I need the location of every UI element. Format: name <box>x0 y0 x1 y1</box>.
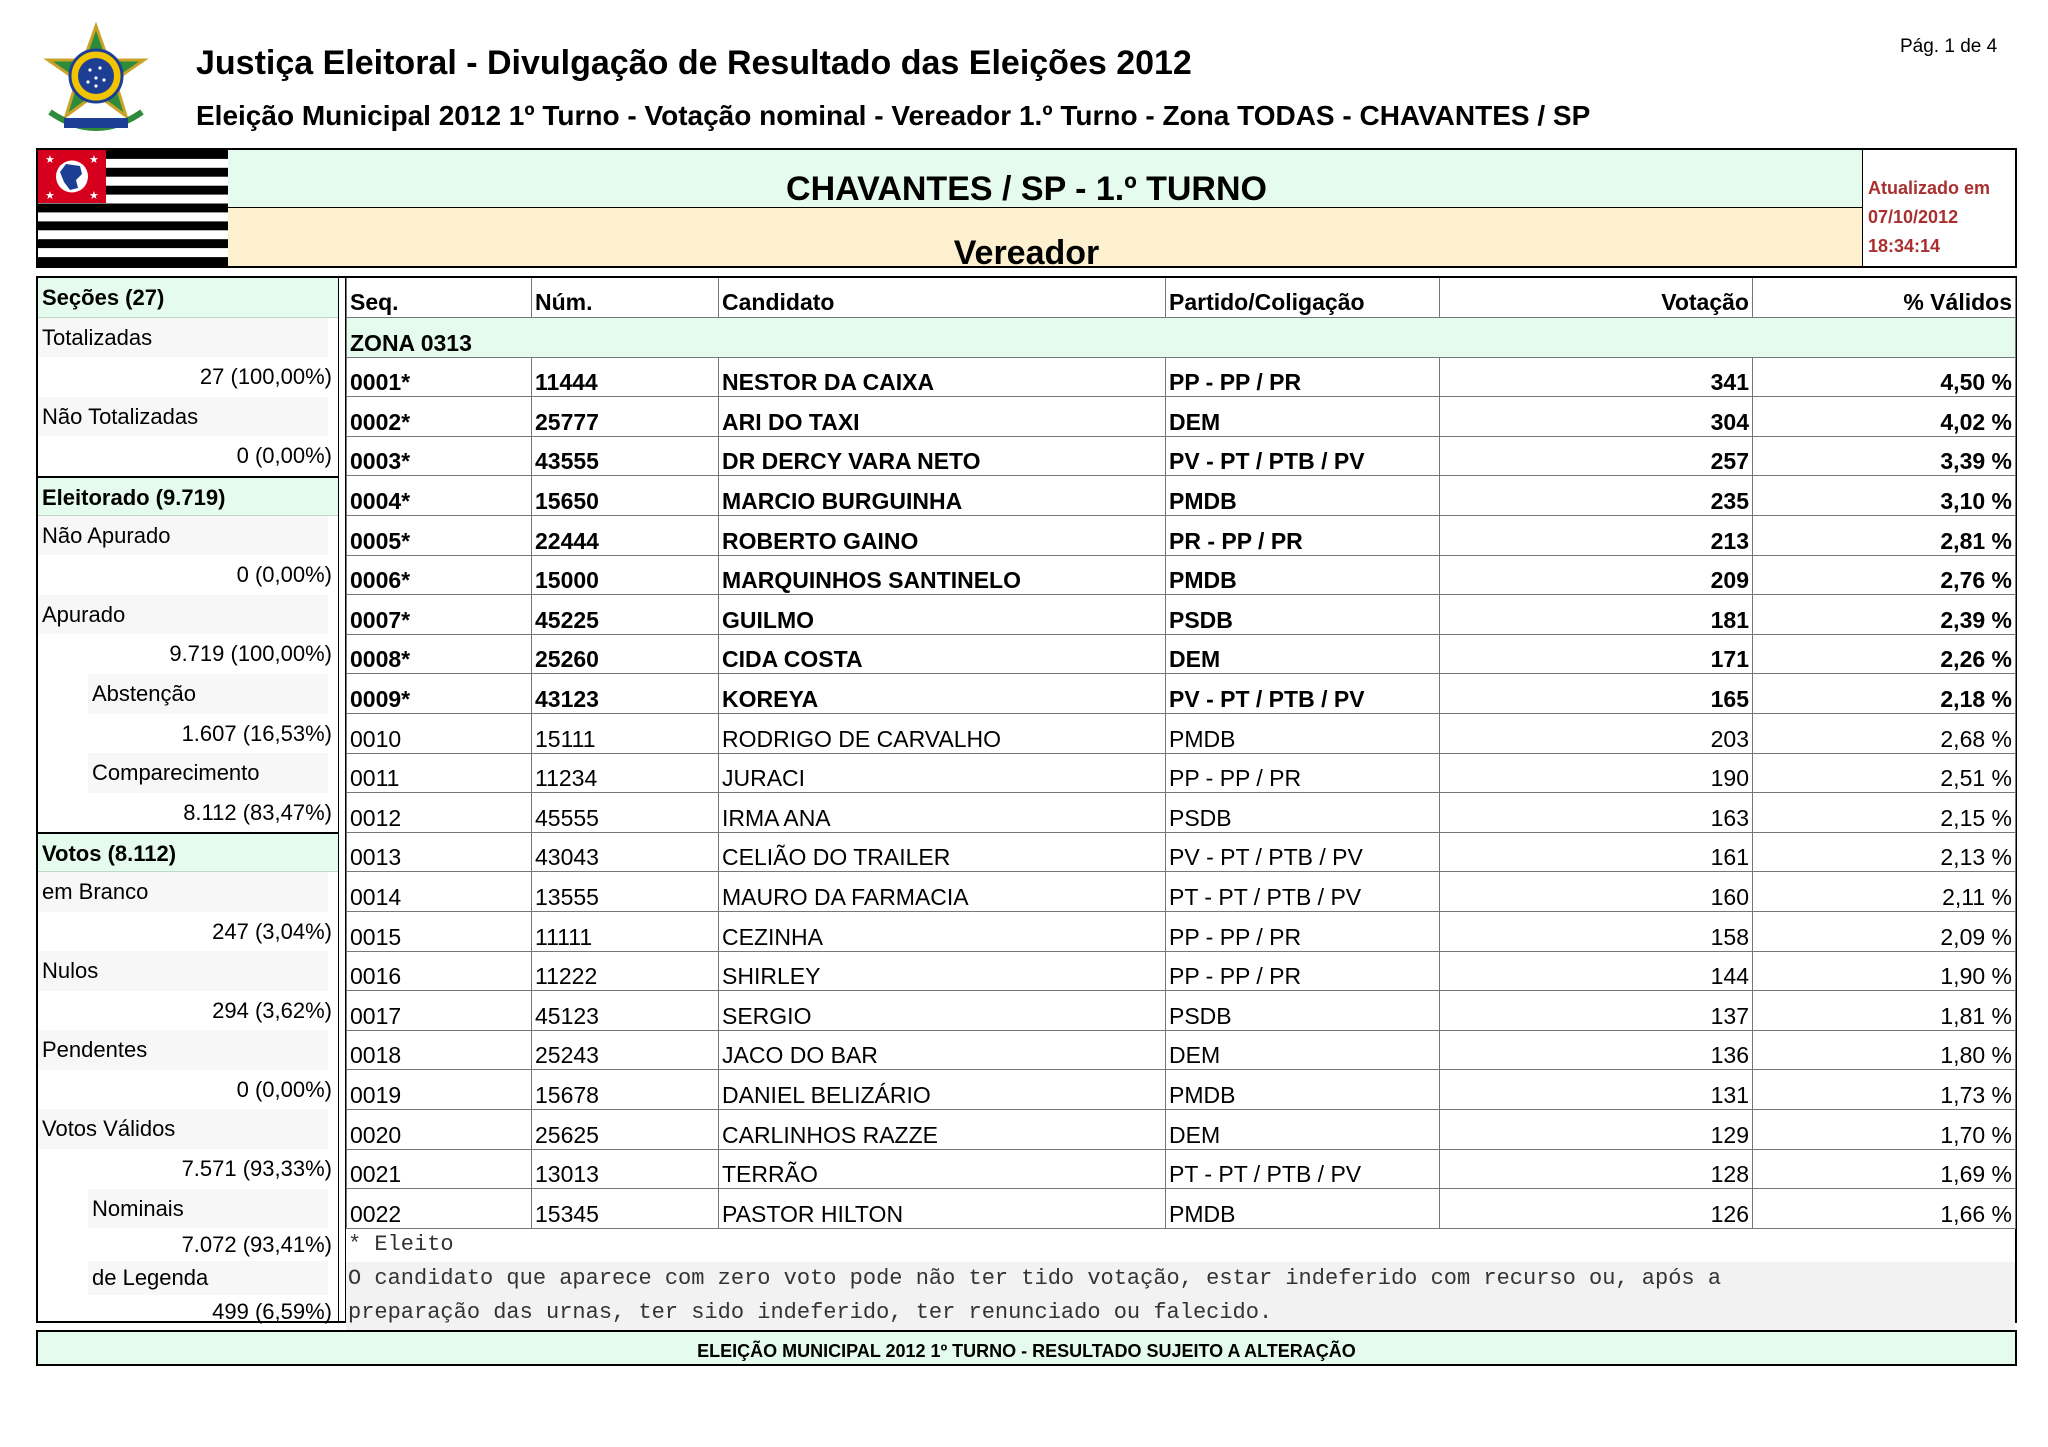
cell-partido: PMDB <box>1166 555 1440 595</box>
summary-sidebar <box>38 278 338 1325</box>
table-row <box>347 753 2016 793</box>
col-header-seq: Seq. <box>347 278 532 318</box>
cell-candidato: MARCIO BURGUINHA <box>719 476 1166 516</box>
cell-num: 13555 <box>532 872 719 912</box>
cell-votos: 144 <box>1440 951 1753 991</box>
cell-seq: 0006* <box>347 555 532 595</box>
cell-candidato: MAURO DA FARMACIA <box>719 872 1166 912</box>
nominais-label: Nominais <box>38 1189 338 1229</box>
col-header-num: Núm. <box>532 278 719 318</box>
abstencao-label: Abstenção <box>38 674 338 714</box>
zona-label: ZONA 0313 <box>347 318 2016 358</box>
table-row <box>347 1149 2016 1189</box>
table-row <box>347 1030 2016 1070</box>
cell-pct: 2,18 % <box>1753 674 2016 714</box>
cell-num: 15678 <box>532 1070 719 1110</box>
totalizadas-value: 27 (100,00%) <box>199 364 332 390</box>
cell-candidato: PASTOR HILTON <box>719 1189 1166 1229</box>
cell-votos: 163 <box>1440 793 1753 833</box>
cell-num: 15650 <box>532 476 719 516</box>
cell-seq: 0004* <box>347 476 532 516</box>
table-row <box>347 1189 2016 1229</box>
cell-partido: DEM <box>1166 1109 1440 1149</box>
cell-pct: 2,11 % <box>1753 872 2016 912</box>
table-header-row <box>347 278 2016 318</box>
cell-votos: 160 <box>1440 872 1753 912</box>
page-number: Pág. 1 de 4 <box>1900 36 1998 57</box>
cell-candidato: CIDA COSTA <box>719 634 1166 674</box>
table-row <box>347 714 2016 754</box>
cell-num: 43123 <box>532 674 719 714</box>
updated-date: 07/10/2012 <box>1868 207 1959 227</box>
cell-pct: 4,50 % <box>1753 357 2016 397</box>
cell-pct: 2,39 % <box>1753 595 2016 635</box>
svg-text:★: ★ <box>89 189 99 202</box>
updated-label: Atualizado em <box>1868 178 1991 198</box>
votos-header: Votos (8.112) <box>38 832 338 872</box>
secoes-header: Seções (27) <box>38 278 338 318</box>
cell-partido: PV - PT / PTB / PV <box>1166 832 1440 872</box>
table-row <box>347 634 2016 674</box>
table-row <box>347 436 2016 476</box>
cell-num: 25260 <box>532 634 719 674</box>
cell-candidato: GUILMO <box>719 595 1166 635</box>
cell-pct: 1,73 % <box>1753 1070 2016 1110</box>
table-row <box>347 991 2016 1031</box>
note-line-2: preparação das urnas, ter sido indeferido, ter renunciado ou falecido. <box>346 1296 2015 1330</box>
cell-votos: 235 <box>1440 476 1753 516</box>
cell-seq: 0015 <box>347 912 532 952</box>
cell-votos: 181 <box>1440 595 1753 635</box>
column-divider <box>338 278 346 1321</box>
cell-candidato: SERGIO <box>719 991 1166 1031</box>
table-row <box>347 793 2016 833</box>
cell-num: 11222 <box>532 951 719 991</box>
svg-text:★: ★ <box>89 153 99 166</box>
cell-seq: 0013 <box>347 832 532 872</box>
cell-candidato: CELIÃO DO TRAILER <box>719 832 1166 872</box>
updated-time: 18:34:14 <box>1868 236 1941 256</box>
abstencao-value: 1.607 (16,53%) <box>181 720 332 746</box>
cell-partido: PP - PP / PR <box>1166 912 1440 952</box>
cell-votos: 304 <box>1440 397 1753 437</box>
zona-row <box>347 318 2016 358</box>
cell-pct: 1,80 % <box>1753 1030 2016 1070</box>
comparecimento-value: 8.112 (83,47%) <box>183 799 332 825</box>
eleitorado-header: Eleitorado (9.719) <box>38 476 338 516</box>
note-eleito: * Eleito <box>348 1232 454 1257</box>
table-row <box>347 951 2016 991</box>
footer-disclaimer: ELEIÇÃO MUNICIPAL 2012 1º TURNO - RESULTADO SUJEITO A ALTERAÇÃO <box>36 1330 2017 1366</box>
results-panel <box>36 276 2017 1323</box>
cell-pct: 3,39 % <box>1753 436 2016 476</box>
cell-votos: 131 <box>1440 1070 1753 1110</box>
cell-votos: 165 <box>1440 674 1753 714</box>
cell-num: 45225 <box>532 595 719 635</box>
banner-city-turno: CHAVANTES / SP - 1.º TURNO <box>786 170 1267 208</box>
cell-partido: PT - PT / PTB / PV <box>1166 872 1440 912</box>
cell-pct: 2,68 % <box>1753 714 2016 754</box>
cell-pct: 2,81 % <box>1753 516 2016 556</box>
cell-num: 45555 <box>532 793 719 833</box>
svg-text:★: ★ <box>45 153 55 166</box>
cell-candidato: SHIRLEY <box>719 951 1166 991</box>
cell-pct: 2,76 % <box>1753 555 2016 595</box>
cell-seq: 0020 <box>347 1109 532 1149</box>
nominais-value: 7.072 (93,41%) <box>181 1232 332 1258</box>
cell-votos: 213 <box>1440 516 1753 556</box>
cell-votos: 158 <box>1440 912 1753 952</box>
col-header-partido: Partido/Coligação <box>1166 278 1440 318</box>
table-row <box>347 397 2016 437</box>
table-row <box>347 516 2016 556</box>
cell-seq: 0003* <box>347 436 532 476</box>
cell-pct: 1,81 % <box>1753 991 2016 1031</box>
cell-num: 43555 <box>532 436 719 476</box>
cell-seq: 0010 <box>347 714 532 754</box>
cell-pct: 3,10 % <box>1753 476 2016 516</box>
cell-seq: 0007* <box>347 595 532 635</box>
cell-candidato: ARI DO TAXI <box>719 397 1166 437</box>
col-header-candidato: Candidato <box>719 278 1166 318</box>
cell-candidato: DANIEL BELIZÁRIO <box>719 1070 1166 1110</box>
cell-candidato: RODRIGO DE CARVALHO <box>719 714 1166 754</box>
cell-votos: 161 <box>1440 832 1753 872</box>
cell-partido: PP - PP / PR <box>1166 357 1440 397</box>
page-subtitle: Eleição Municipal 2012 1º Turno - Votação nominal - Vereador 1.º Turno - Zona TODAS - CHAVANTES / SP <box>196 100 1591 131</box>
cell-partido: PSDB <box>1166 595 1440 635</box>
branco-label: em Branco <box>38 872 338 912</box>
cell-partido: PSDB <box>1166 991 1440 1031</box>
cell-seq: 0019 <box>347 1070 532 1110</box>
cell-pct: 2,13 % <box>1753 832 2016 872</box>
cell-candidato: JACO DO BAR <box>719 1030 1166 1070</box>
pendentes-label: Pendentes <box>38 1030 338 1070</box>
cell-partido: PMDB <box>1166 1189 1440 1229</box>
cell-seq: 0022 <box>347 1189 532 1229</box>
cell-pct: 1,69 % <box>1753 1149 2016 1189</box>
cell-votos: 129 <box>1440 1109 1753 1149</box>
cell-partido: PT - PT / PTB / PV <box>1166 1149 1440 1189</box>
comparecimento-label: Comparecimento <box>38 753 338 793</box>
cell-num: 43043 <box>532 832 719 872</box>
cell-num: 13013 <box>532 1149 719 1189</box>
table-row <box>347 832 2016 872</box>
cell-partido: PSDB <box>1166 793 1440 833</box>
cell-partido: PV - PT / PTB / PV <box>1166 436 1440 476</box>
cell-votos: 136 <box>1440 1030 1753 1070</box>
cell-num: 25243 <box>532 1030 719 1070</box>
cell-candidato: CARLINHOS RAZZE <box>719 1109 1166 1149</box>
cell-pct: 2,15 % <box>1753 793 2016 833</box>
cell-pct: 1,90 % <box>1753 951 2016 991</box>
cell-votos: 190 <box>1440 753 1753 793</box>
cell-pct: 4,02 % <box>1753 397 2016 437</box>
cell-partido: PR - PP / PR <box>1166 516 1440 556</box>
cell-seq: 0012 <box>347 793 532 833</box>
cell-seq: 0017 <box>347 991 532 1031</box>
cell-votos: 171 <box>1440 634 1753 674</box>
table-row <box>347 595 2016 635</box>
table-row <box>347 555 2016 595</box>
cell-votos: 341 <box>1440 357 1753 397</box>
cell-pct: 2,26 % <box>1753 634 2016 674</box>
cell-candidato: ROBERTO GAINO <box>719 516 1166 556</box>
branco-value: 247 (3,04%) <box>212 918 332 944</box>
table-row <box>347 1109 2016 1149</box>
cell-votos: 203 <box>1440 714 1753 754</box>
table-row <box>347 1070 2016 1110</box>
nao-apurado-label: Não Apurado <box>38 516 338 556</box>
cell-num: 25777 <box>532 397 719 437</box>
note-line-1: O candidato que aparece com zero voto pode não ter tido votação, estar indeferido com recurso ou, após a <box>346 1262 2015 1296</box>
cell-seq: 0021 <box>347 1149 532 1189</box>
table-row <box>347 357 2016 397</box>
candidate-table <box>346 278 2016 1229</box>
totalizadas-label: Totalizadas <box>38 318 338 358</box>
cell-votos: 126 <box>1440 1189 1753 1229</box>
cell-votos: 137 <box>1440 991 1753 1031</box>
nulos-value: 294 (3,62%) <box>212 997 332 1023</box>
nao-apurado-value: 0 (0,00%) <box>236 562 332 588</box>
col-header-votacao: Votação <box>1440 278 1753 318</box>
cell-candidato: NESTOR DA CAIXA <box>719 357 1166 397</box>
cell-votos: 128 <box>1440 1149 1753 1189</box>
candidate-results <box>346 278 2015 1229</box>
legenda-label: de Legenda <box>38 1261 338 1295</box>
cell-pct: 1,66 % <box>1753 1189 2016 1229</box>
cell-num: 45123 <box>532 991 719 1031</box>
table-row <box>347 674 2016 714</box>
cell-pct: 1,70 % <box>1753 1109 2016 1149</box>
cell-partido: DEM <box>1166 1030 1440 1070</box>
cell-candidato: MARQUINHOS SANTINELO <box>719 555 1166 595</box>
apurado-value: 9.719 (100,00%) <box>169 641 332 667</box>
brazil-coat-of-arms-icon <box>36 22 156 142</box>
svg-text:★: ★ <box>45 189 55 202</box>
table-row <box>347 872 2016 912</box>
cell-partido: PP - PP / PR <box>1166 951 1440 991</box>
cell-partido: PMDB <box>1166 714 1440 754</box>
cell-partido: PMDB <box>1166 1070 1440 1110</box>
cell-candidato: TERRÃO <box>719 1149 1166 1189</box>
cell-partido: DEM <box>1166 397 1440 437</box>
cell-num: 15345 <box>532 1189 719 1229</box>
cell-seq: 0001* <box>347 357 532 397</box>
cell-candidato: IRMA ANA <box>719 793 1166 833</box>
page-title: Justiça Eleitoral - Divulgação de Resultado das Eleições 2012 <box>196 44 1192 82</box>
cell-seq: 0016 <box>347 951 532 991</box>
table-row <box>347 912 2016 952</box>
cell-num: 25625 <box>532 1109 719 1149</box>
cell-num: 15111 <box>532 714 719 754</box>
cell-candidato: DR DERCY VARA NETO <box>719 436 1166 476</box>
cell-candidato: KOREYA <box>719 674 1166 714</box>
col-header-validos: % Válidos <box>1753 278 2016 318</box>
nulos-label: Nulos <box>38 951 338 991</box>
cell-num: 11111 <box>532 912 719 952</box>
cell-num: 11444 <box>532 357 719 397</box>
legenda-value: 499 (6,59%) <box>212 1299 332 1325</box>
apurado-label: Apurado <box>38 595 338 635</box>
cell-seq: 0011 <box>347 753 532 793</box>
cell-seq: 0018 <box>347 1030 532 1070</box>
cell-partido: PP - PP / PR <box>1166 753 1440 793</box>
cell-candidato: JURACI <box>719 753 1166 793</box>
pendentes-value: 0 (0,00%) <box>236 1076 332 1102</box>
updated-timestamp <box>1862 150 2015 266</box>
validos-value: 7.571 (93,33%) <box>181 1156 332 1182</box>
cell-seq: 0009* <box>347 674 532 714</box>
cell-seq: 0008* <box>347 634 532 674</box>
table-row <box>347 476 2016 516</box>
cell-votos: 257 <box>1440 436 1753 476</box>
cell-seq: 0005* <box>347 516 532 556</box>
cell-num: 22444 <box>532 516 719 556</box>
cell-candidato: CEZINHA <box>719 912 1166 952</box>
cell-votos: 209 <box>1440 555 1753 595</box>
cell-seq: 0014 <box>347 872 532 912</box>
cell-partido: PV - PT / PTB / PV <box>1166 674 1440 714</box>
validos-label: Votos Válidos <box>38 1109 338 1149</box>
cell-num: 15000 <box>532 555 719 595</box>
nao-totalizadas-label: Não Totalizadas <box>38 397 338 437</box>
result-banner <box>36 148 2017 272</box>
banner-cargo: Vereador <box>953 234 1100 272</box>
cell-partido: DEM <box>1166 634 1440 674</box>
nao-totalizadas-value: 0 (0,00%) <box>236 443 332 469</box>
cell-seq: 0002* <box>347 397 532 437</box>
cell-num: 11234 <box>532 753 719 793</box>
cell-partido: PMDB <box>1166 476 1440 516</box>
notes <box>346 1228 2015 1330</box>
cell-pct: 2,09 % <box>1753 912 2016 952</box>
cell-pct: 2,51 % <box>1753 753 2016 793</box>
